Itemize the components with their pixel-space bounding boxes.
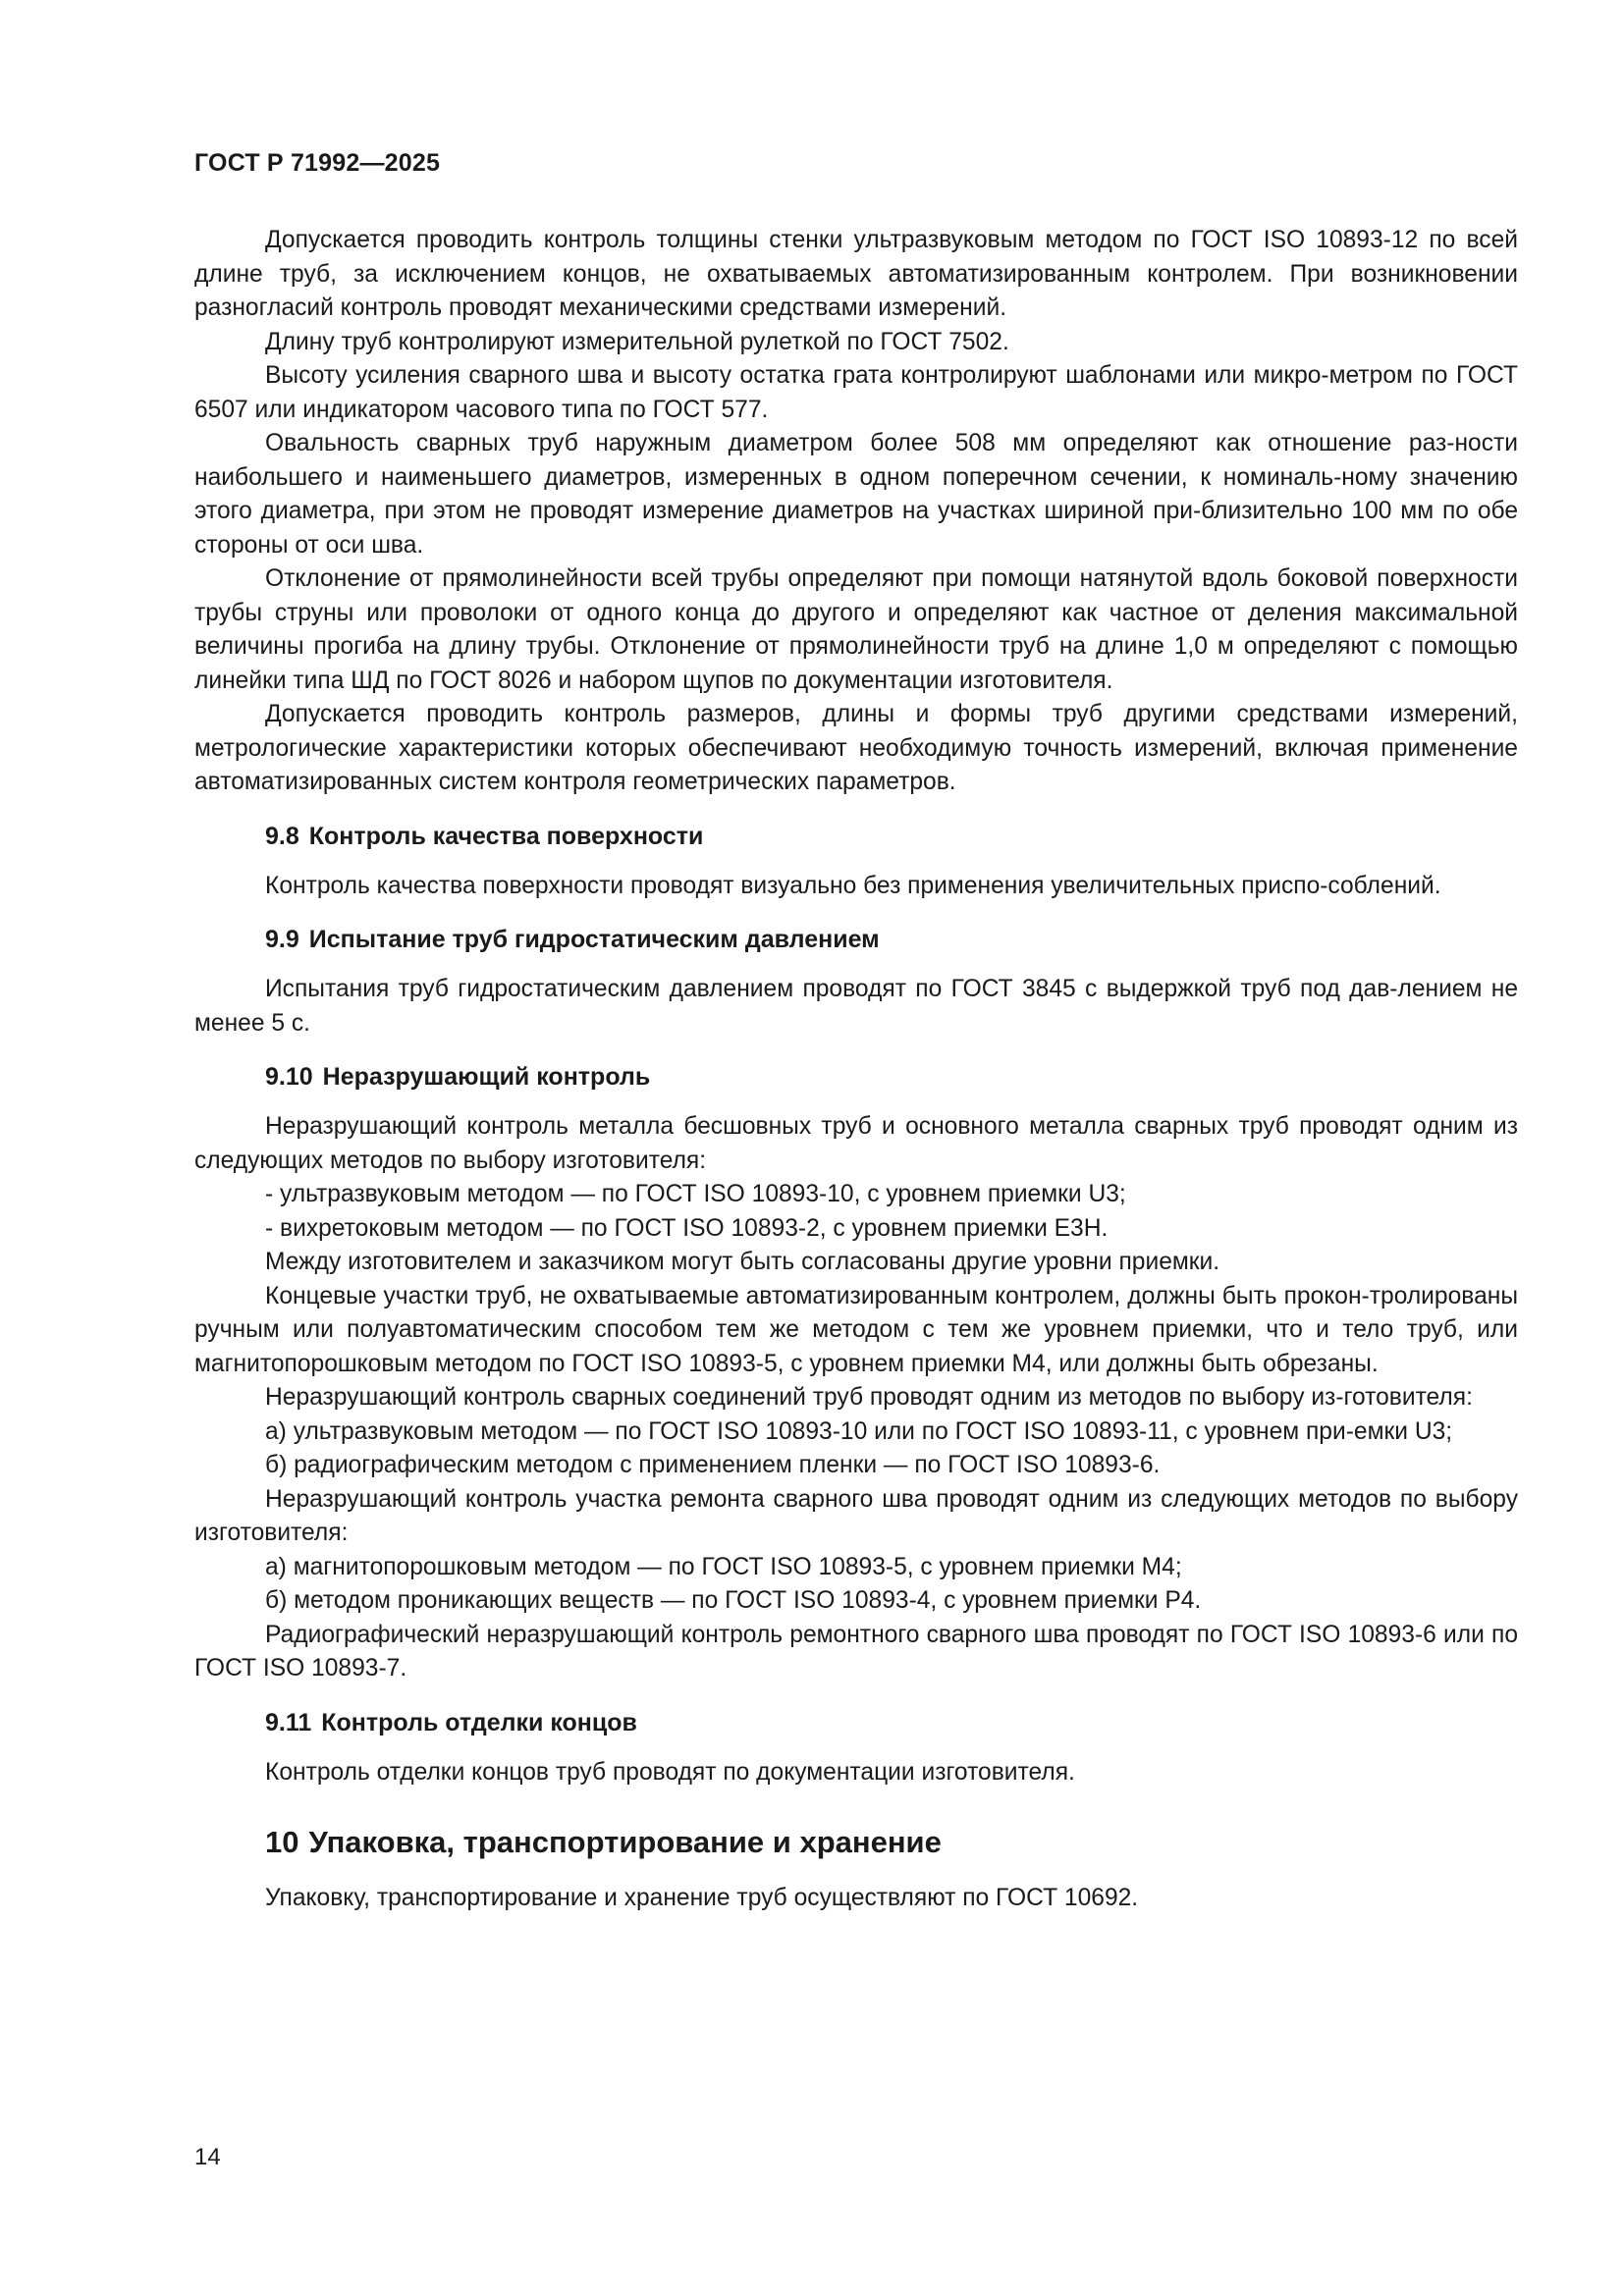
- paragraph: Отклонение от прямолинейности всей трубы определяют при помощи натянутой вдоль боковой поверхности трубы струны или проволоки от одного конца до другого и определяют как частное от деления максимальной величины прогиба на длину трубы. Отклонение от прямолинейности труб на длине 1,0 м определяют с помощью линейки типа ШД по ГОСТ 8026 и набором щупов по документации изготовителя.: [194, 565, 1518, 694]
- list-item: а) ультразвуковым методом — по ГОСТ ISO 10893-10 или по ГОСТ ISO 10893-11, с уровнем при-емки U3;: [265, 1417, 1453, 1445]
- paragraph: Концевые участки труб, не охватываемые автоматизированным контролем, должны быть прокон-тролированы ручным или полуавтоматическим способом тем же методом с тем же уровнем приемки, что и тело труб, или магнитопорошковым методом по ГОСТ ISO 10893-5, с уровнем приемки М4, или должны быть обрезаны.: [194, 1282, 1518, 1377]
- page-number: 14: [194, 2144, 221, 2170]
- section-title: Испытание труб гидростатическим давлением: [308, 926, 880, 953]
- paragraph: Испытания труб гидростатическим давлением проводят по ГОСТ 3845 с выдержкой труб под дав-лением не менее 5 с.: [194, 976, 1518, 1037]
- list-item: - вихретоковым методом — по ГОСТ ISO 10893-2, с уровнем приемки E3H.: [265, 1214, 1109, 1242]
- section-heading-9-11: [265, 1706, 1518, 1739]
- section-title: Неразрушающий контроль: [322, 1063, 651, 1091]
- section-number: 10: [265, 1825, 299, 1859]
- paragraph: Допускается проводить контроль размеров, длины и формы труб другими средствами измерений, метрологические характеристики которых обеспечивают необходимую точность измерений, включая применение автоматизированных систем контроля геометрических параметров.: [194, 701, 1518, 795]
- paragraph: Овальность сварных труб наружным диаметром более 508 мм определяют как отношение раз-ности наибольшего и наименьшего диаметров, измеренных в одном поперечном сечении, к номиналь-ному значению этого диаметра, при этом не проводят измерение диаметров на участках шириной при-близительно 100 мм по обе стороны от оси шва.: [194, 430, 1518, 559]
- section-title: Контроль отделки концов: [321, 1708, 637, 1736]
- paragraph: Неразрушающий контроль металла бесшовных труб и основного металла сварных труб проводят одним из следующих методов по выбору изготовителя:: [194, 1113, 1518, 1174]
- paragraph: Неразрушающий контроль сварных соединений труб проводят одним из методов по выбору из-готовителя:: [265, 1384, 1473, 1411]
- section-number: 9.8: [265, 822, 299, 850]
- section-number: 9.9: [265, 926, 299, 953]
- list-item: б) методом проникающих веществ — по ГОСТ ISO 10893-4, с уровнем приемки Р4.: [265, 1587, 1202, 1614]
- paragraph: Контроль отделки концов труб проводят по документации изготовителя.: [265, 1758, 1075, 1786]
- standard-header: ГОСТ Р 71992—2025: [194, 149, 441, 177]
- section-title: Упаковка, транспортирование и хранение: [308, 1825, 942, 1859]
- paragraph: Между изготовителем и заказчиком могут быть согласованы другие уровни приемки.: [265, 1249, 1220, 1275]
- section-number: 9.11: [265, 1708, 312, 1736]
- paragraph: Контроль качества поверхности проводят визуально без применения увеличительных приспо-соблений.: [265, 872, 1441, 899]
- section-heading-10: [265, 1823, 1518, 1862]
- section-number: 9.10: [265, 1063, 313, 1091]
- section-heading-9-8: [265, 820, 1518, 853]
- section-heading-9-10: [265, 1060, 1518, 1094]
- paragraph: Радиографический неразрушающий контроль ремонтного сварного шва проводят по ГОСТ ISO 10893-6 или по ГОСТ ISO 10893-7.: [194, 1621, 1518, 1682]
- list-item: а) магнитопорошковым методом — по ГОСТ ISO 10893-5, с уровнем приемки М4;: [265, 1553, 1182, 1580]
- paragraph: Допускается проводить контроль толщины стенки ультразвуковым методом по ГОСТ ISO 10893-12 по всей длине труб, за исключением концов, не охватываемых автоматизированным контролем. При возникновении разногласий контроль проводят механическими средствами измерений.: [194, 227, 1518, 321]
- page-content: [194, 224, 1518, 1916]
- list-item: б) радиографическим методом с применением пленки — по ГОСТ ISO 10893-6.: [265, 1452, 1161, 1478]
- section-title: Контроль качества поверхности: [308, 822, 704, 850]
- paragraph: Высоту усиления сварного шва и высоту остатка грата контролируют шаблонами или микро-метром по ГОСТ 6507 или индикатором часового типа по ГОСТ 577.: [194, 362, 1518, 423]
- paragraph: Длину труб контролируют измерительной рулеткой по ГОСТ 7502.: [265, 328, 1009, 355]
- paragraph: Упаковку, транспортирование и хранение труб осуществляют по ГОСТ 10692.: [265, 1885, 1139, 1911]
- section-heading-9-9: [265, 923, 1518, 956]
- list-item: - ультразвуковым методом — по ГОСТ ISO 10893-10, с уровнем приемки U3;: [265, 1181, 1126, 1207]
- paragraph: Неразрушающий контроль участка ремонта сварного шва проводят одним из следующих методов по выбору изготовителя:: [194, 1485, 1518, 1546]
